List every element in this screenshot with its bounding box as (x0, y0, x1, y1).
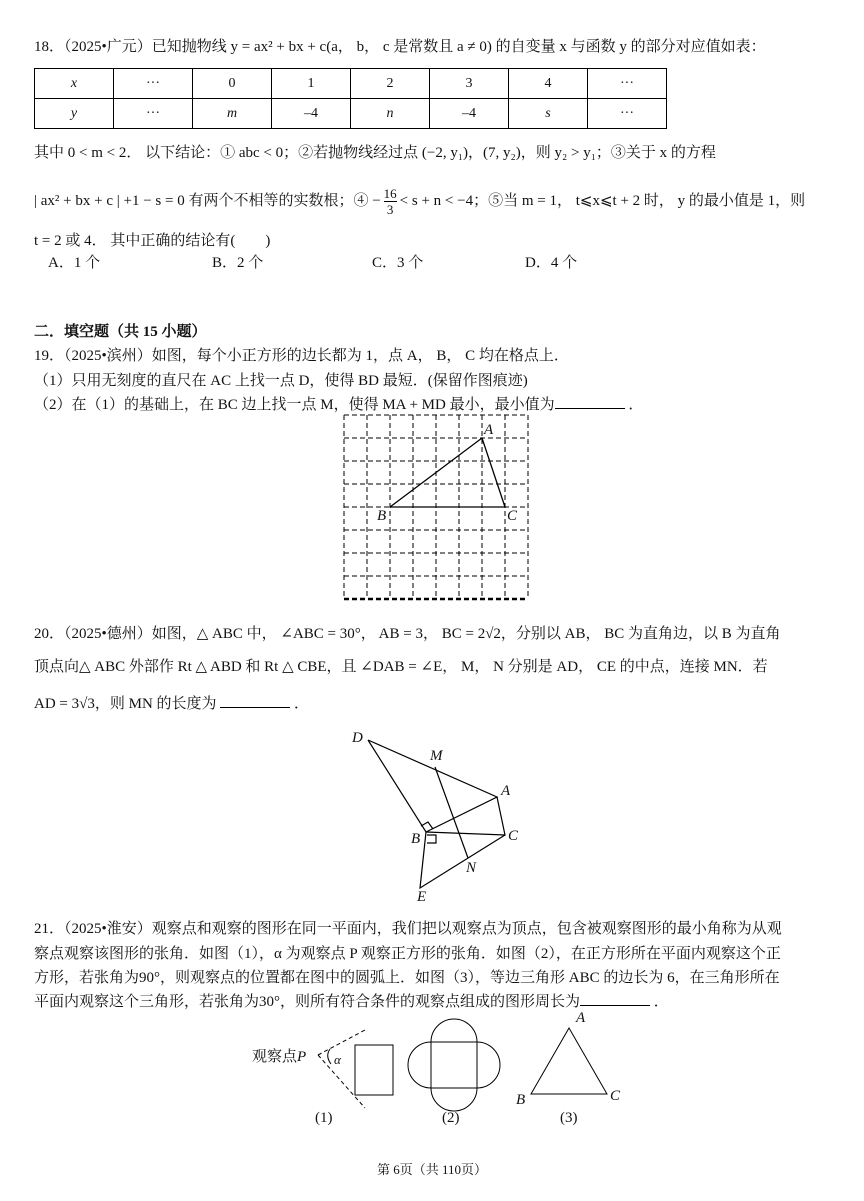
q21-end: ． (653, 994, 669, 1010)
table-cell: y (35, 99, 114, 129)
tri-a: A (576, 1010, 586, 1026)
q21-line1: 21．（2025•淮安）观察点和观察的图形在同一平面内，我们把以观察点为顶点，包含被观察图形的最小角称为从观 (34, 921, 782, 937)
triangle-abc-q19 (390, 438, 505, 507)
label-m: M (430, 748, 443, 764)
point-p: P (297, 1049, 307, 1065)
table-cell: s (509, 99, 588, 129)
q19-end: ． (628, 397, 644, 413)
table-cell: ··· (114, 69, 193, 99)
q18-line3b: < s + n < −4；⑤当 m = 1， t⩽x⩽t + 2 时， y 的最小值是 1，则 (399, 192, 806, 209)
option-d: D．4 个 (525, 255, 578, 271)
q21-figure3 (531, 1028, 607, 1094)
table-cell: –4 (430, 99, 509, 129)
caption-1: (1) (315, 1110, 333, 1126)
table-cell: ··· (588, 69, 667, 99)
label-a: A (501, 783, 511, 799)
q20-end: ． (294, 696, 310, 712)
label-c: C (508, 828, 519, 844)
label-c: C (507, 508, 518, 524)
table-cell: ··· (114, 99, 193, 129)
table-cell: 3 (430, 69, 509, 99)
label-d: D (352, 730, 363, 746)
section-heading: 二．填空题（共 15 小题） (34, 324, 207, 340)
q20-line2: 顶点向△ ABC 外部作 Rt △ ABD 和 Rt △ CBE，且 ∠DAB = ∠E， M， N 分别是 AD， CE 的中点，连接 MN．若 (34, 659, 768, 675)
table-cell: x (35, 69, 114, 99)
q21-figure1 (318, 1030, 393, 1108)
label-b: B (411, 831, 421, 847)
observer-label: 观察点 (252, 1049, 298, 1065)
q20-line3-text: AD = 3√3，则 MN 的长度为 (34, 696, 217, 712)
tri-b: B (516, 1092, 526, 1108)
q18-line3a: | ax² + bx + c | +1 − s = 0 有两个不相等的实数根；④ − (34, 192, 381, 209)
q19-line1: 19．（2025•滨州）如图，每个小正方形的边长都为 1，点 A， B， C 均在格点上． (34, 348, 569, 364)
option-b: B．2 个 (212, 255, 264, 271)
table-cell: 4 (509, 69, 588, 99)
tri-c: C (610, 1088, 621, 1104)
q21-figure2 (408, 1019, 500, 1111)
caption-2: (2) (442, 1110, 460, 1126)
table-cell: ··· (588, 99, 667, 129)
frac-num: 16 (383, 186, 397, 201)
alpha-label: α (334, 1052, 341, 1067)
table-cell: m (193, 99, 272, 129)
label-a: A (484, 422, 494, 438)
table-cell: –4 (272, 99, 351, 129)
label-b: B (377, 508, 387, 524)
q21-line2: 察点观察该图形的张角．如图（1），α 为观察点 P 观察正方形的张角．如图（2），在正方形所在平面内观察这个正 (34, 946, 781, 962)
option-c: C．3 个 (372, 255, 424, 271)
q18-stem: 18．（2025•广元）已知抛物线 y = ax² + bx + c(a， b， c 是常数且 a ≠ 0) 的自变量 x 与函数 y 的部分对应值如表： (34, 39, 766, 55)
q20-line1: 20．（2025•德州）如图，△ ABC 中， ∠ABC = 30°， AB = 3， BC = 2√2，分别以 AB， BC 为直角边，以 B 为直角 (34, 626, 781, 642)
q21-line3: 方形，若张角为90°，则观察点的位置都在图中的圆弧上．如图（3），等边三角形 ABC 的边长为 6，在三角形所在 (34, 970, 780, 986)
q19-line2: （1）只用无刻度的直尺在 AC 上找一点 D，使得 BD 最短．(保留作图痕迹) (34, 373, 528, 389)
table-cell: n (351, 99, 430, 129)
table-cell: 0 (193, 69, 272, 99)
q18-line4: t = 2 或 4． 其中正确的结论有( ) (34, 233, 271, 249)
q19-line3-text: （2）在（1）的基础上，在 BC 边上找一点 M，使得 MA + MD 最小，最小值为 (34, 397, 555, 413)
q21-line4-text: 平面内观察这个三角形，若张角为30°，则所有符合条件的观察点组成的图形周长为 (34, 994, 581, 1010)
label-n: N (466, 860, 477, 876)
label-e: E (417, 889, 427, 905)
table-cell: 1 (272, 69, 351, 99)
table-cell: 2 (351, 69, 430, 99)
page-footer: 第 6页（共 110页） (377, 1162, 488, 1177)
fig1-label (252, 1045, 306, 1066)
frac-den: 3 (386, 202, 394, 217)
q18-line2: 其中 0 < m < 2． 以下结论：① abc < 0；②若抛物线经过点 (−2, y₁)，(7, y₂)，则 y₂ > y₁；③关于 x 的方程 (34, 145, 716, 161)
option-a: A．1 个 (48, 255, 101, 271)
caption-3: (3) (560, 1110, 578, 1126)
